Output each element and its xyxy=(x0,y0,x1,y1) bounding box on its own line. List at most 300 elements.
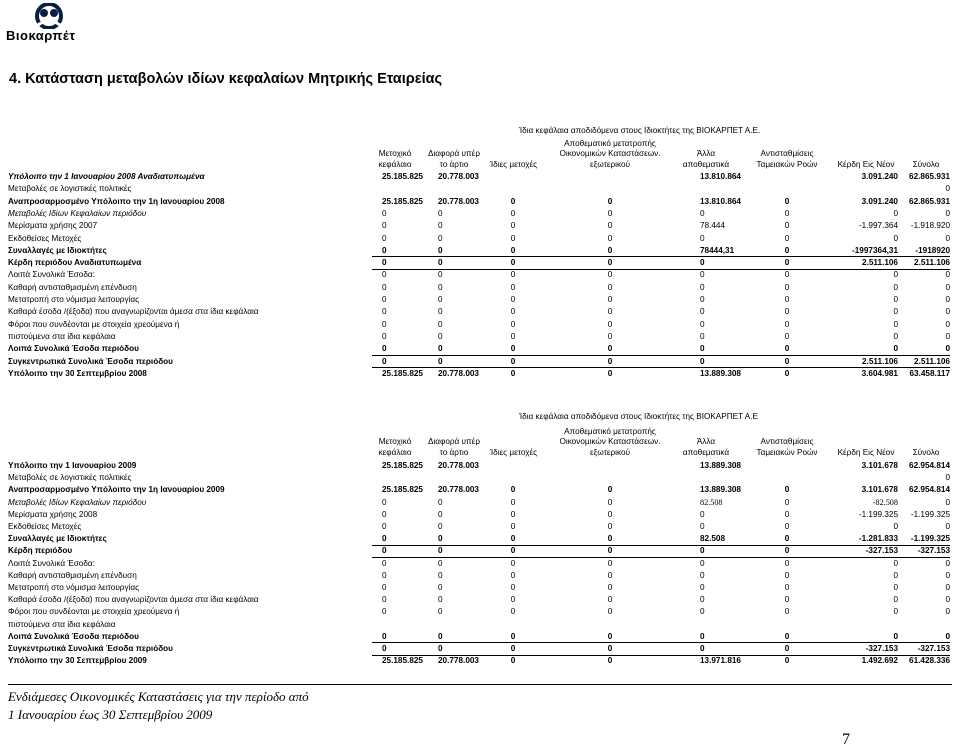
table-row xyxy=(0,270,960,281)
row-label: Λοιπά Συνολικά Έσοδα: xyxy=(8,558,95,568)
cell-value: 0 xyxy=(607,485,613,495)
column-header xyxy=(746,437,828,458)
cell-value: 0 xyxy=(700,607,705,617)
cell-value: 0 xyxy=(438,331,443,341)
table-row xyxy=(0,295,960,306)
cell-value: 0 xyxy=(784,245,790,255)
table-row xyxy=(0,534,960,545)
cell-value: 0 xyxy=(382,245,387,255)
row-label: Συναλλαγές με Ιδιοκτήτες xyxy=(8,534,107,544)
cell-value: 0 xyxy=(607,344,613,354)
cell-value: 0 xyxy=(382,570,387,580)
row-label: Αναπροσαρμοσμένο Υπόλοιπο την 1η Ιανουαρίου 2009 xyxy=(8,485,225,495)
cell-value: 0 xyxy=(784,344,790,354)
cell-value: -327.153 xyxy=(917,644,950,653)
row-label: Μετατροπή στο νόμισμα λειτουργίας xyxy=(8,583,140,592)
equity-table-2009 xyxy=(0,412,960,666)
cell-value: 0 xyxy=(893,558,898,568)
table-row xyxy=(0,234,960,245)
cell-value: 1.492.692 xyxy=(861,656,898,666)
cell-value: 0 xyxy=(893,270,898,280)
table-row xyxy=(0,656,960,667)
cell-value: 0 xyxy=(607,595,613,605)
column-header xyxy=(426,149,482,170)
row-label: Συναλλαγές με Ιδιοκτήτες xyxy=(8,245,107,255)
cell-value: 0 xyxy=(510,631,516,641)
cell-value: 13.810.864 xyxy=(700,196,741,206)
column-header xyxy=(372,437,418,458)
logo-text: Βιοκαρπέτ xyxy=(6,28,76,43)
column-header-line: Οικονομικών Καταστάσεων. xyxy=(559,437,661,446)
row-label: Μερίσματα χρήσης 2008 xyxy=(8,509,98,519)
column-header-line: Κέρδη Εις Νέον xyxy=(837,447,895,457)
column-header xyxy=(545,139,675,171)
cell-value: 62.954.814 xyxy=(909,485,950,495)
cell-value: 0 xyxy=(784,356,790,366)
cell-value: 62.954.814 xyxy=(909,461,950,470)
row-label: Εκδοθείσες Μετοχές xyxy=(8,233,82,243)
row-label: Καθαρή αντισταθμισμένη επένδυση xyxy=(8,282,137,292)
cell-value: 0 xyxy=(945,270,950,280)
page-number: 7 xyxy=(842,731,850,748)
row-label: Συγκεντρωτικά Συνολικά Έσοδα περιόδου xyxy=(8,644,173,653)
cell-value: 0 xyxy=(784,233,790,243)
row-label: Υπόλοιπο την 1 Ιανουαρίου 2009 xyxy=(8,461,137,470)
cell-value: 0 xyxy=(945,497,950,507)
cell-value: 20.778.003 xyxy=(438,656,479,666)
cell-value: 25.185.825 xyxy=(382,196,423,206)
cell-value: 0 xyxy=(510,319,516,329)
table-row xyxy=(0,644,960,655)
cell-value: 20.778.003 xyxy=(438,172,479,181)
cell-value: 0 xyxy=(700,208,705,218)
row-label: Υπόλοιπο την 1 Ιανουαρίου 2008 Αναδιατυπωμένα xyxy=(8,172,205,181)
row-label: Συγκεντρωτικά Συνολικά Έσοδα περιόδου xyxy=(8,356,173,366)
cell-value: 0 xyxy=(510,208,516,218)
cell-value: 0 xyxy=(382,583,387,592)
table-row xyxy=(0,320,960,331)
cell-value: 0 xyxy=(510,245,516,255)
column-header-line: Σύνολο xyxy=(912,159,940,169)
cell-value: 0 xyxy=(382,356,387,366)
cell-value: 0 xyxy=(382,233,387,243)
cell-value: 0 xyxy=(607,558,613,568)
cell-value: 0 xyxy=(700,344,705,354)
cell-value: -1997364,31 xyxy=(852,245,898,255)
cell-value: 0 xyxy=(382,331,387,341)
cell-value: 0 xyxy=(893,344,898,354)
cell-value: 0 xyxy=(784,485,790,495)
cell-value: 0 xyxy=(438,245,443,255)
cell-value: 0 xyxy=(700,631,705,641)
cell-value: 0 xyxy=(784,583,790,592)
cell-value: 0 xyxy=(438,534,443,544)
cell-value: 0 xyxy=(700,644,705,653)
table-row xyxy=(0,332,960,343)
cell-value: 0 xyxy=(700,233,705,243)
row-label: Καθαρά έσοδα /(έξοδα) που αναγνωρίζονται άμεσα στα ίδια κεφάλαια xyxy=(8,595,259,605)
column-header xyxy=(545,427,675,459)
cell-value: 0 xyxy=(438,356,443,366)
column-header xyxy=(832,160,900,171)
cell-value: 3.604.981 xyxy=(861,368,898,378)
cell-value: 0 xyxy=(784,282,790,292)
cell-value: 0 xyxy=(945,595,950,605)
table-row xyxy=(0,258,960,269)
column-header xyxy=(902,448,950,459)
cell-value: 0 xyxy=(510,607,516,617)
cell-value: -1.918.920 xyxy=(910,221,950,231)
column-header-line: το άρτιο xyxy=(439,447,469,457)
cell-value: 0 xyxy=(893,233,898,243)
cell-value: 13.971.816 xyxy=(700,656,741,666)
column-header-line: Αποθεματικό μετατροπής xyxy=(564,138,656,148)
cell-value: 0 xyxy=(784,208,790,218)
table-row xyxy=(0,571,960,582)
cell-value: 0 xyxy=(700,509,705,519)
cell-value: 0 xyxy=(510,295,516,304)
cell-value: 0 xyxy=(382,607,387,617)
table-row xyxy=(0,546,960,557)
cell-value: 62.865.931 xyxy=(909,172,950,181)
cell-value: 13.889.308 xyxy=(700,368,741,378)
cell-value: 0 xyxy=(510,196,516,206)
cell-value: 0 xyxy=(382,522,387,531)
cell-value: 0 xyxy=(945,344,950,354)
row-label: Υπόλοιπο την 30 Σεπτεμβρίου 2008 xyxy=(8,368,147,378)
cell-value: 61.428.336 xyxy=(909,656,950,666)
column-header xyxy=(490,160,536,171)
cell-value: 0 xyxy=(945,307,950,317)
cell-value: 0 xyxy=(438,270,443,280)
table-row xyxy=(0,172,960,183)
cell-value: 3.091.240 xyxy=(861,196,898,206)
cell-value: 0 xyxy=(382,307,387,317)
cell-value: 0 xyxy=(945,331,950,341)
row-label: Υπόλοιπο την 30 Σεπτεμβρίου 2009 xyxy=(8,656,147,666)
cell-value: 25.185.825 xyxy=(382,172,423,181)
cell-value: 0 xyxy=(700,282,705,292)
row-label: Αναπροσαρμοσμένο Υπόλοιπο την 1η Ιανουαρίου 2008 xyxy=(8,196,225,206)
column-header-line: Άλλα xyxy=(696,149,716,158)
cell-value: 0 xyxy=(382,644,387,653)
cell-value: 0 xyxy=(700,522,705,531)
table-row xyxy=(0,485,960,496)
cell-value: 0 xyxy=(945,570,950,580)
footer-line-1: Ενδιάμεσες Οικονομικές Καταστάσεις για την περίοδο από xyxy=(8,689,309,704)
row-label: Κέρδη περιόδου xyxy=(8,546,73,556)
cell-value: 0 xyxy=(945,473,950,483)
cell-value: 0 xyxy=(438,558,443,568)
cell-value: 0 xyxy=(510,331,516,341)
cell-value: 0 xyxy=(510,307,516,317)
cell-value: 0 xyxy=(784,656,790,666)
company-logo xyxy=(6,3,96,43)
column-header-line: Ίδιες μετοχές xyxy=(490,447,538,457)
cell-value: 0 xyxy=(438,295,443,304)
column-header xyxy=(426,437,482,458)
column-header-line: Διαφορά υπέρ xyxy=(428,149,480,158)
cell-value: 0 xyxy=(607,522,613,531)
cell-value: 0 xyxy=(607,368,613,378)
cell-value: 0 xyxy=(510,509,516,519)
cell-value: 0 xyxy=(510,644,516,653)
logo-mark-icon xyxy=(32,3,66,29)
cell-value: 0 xyxy=(438,570,443,580)
cell-value: -1.199.325 xyxy=(910,534,950,544)
cell-value: 0 xyxy=(784,522,790,531)
cell-value: 0 xyxy=(784,270,790,280)
cell-value: 0 xyxy=(438,546,443,556)
cell-value: 13.889.308 xyxy=(700,485,741,495)
cell-value: 0 xyxy=(438,233,443,243)
cell-value: 0 xyxy=(438,595,443,605)
cell-value: 0 xyxy=(893,607,898,617)
column-header xyxy=(832,448,900,459)
cell-value: 20.778.003 xyxy=(438,461,479,470)
cell-value: 0 xyxy=(607,534,613,544)
cell-value: 0 xyxy=(607,245,613,255)
cell-value: 0 xyxy=(510,583,516,592)
cell-value: 0 xyxy=(382,270,387,280)
cell-value: 0 xyxy=(893,583,898,592)
cell-value: 0 xyxy=(784,570,790,580)
row-label: Λοιπά Συνολικά Έσοδα: xyxy=(8,270,95,280)
cell-value: 0 xyxy=(607,196,613,206)
row-label: Λοιπά Συνολικά Έσοδα περιόδου xyxy=(8,344,139,354)
column-header-line: Αποθεματικό μετατροπής xyxy=(564,426,656,436)
cell-value: 82.508 xyxy=(700,497,723,507)
cell-value: 0 xyxy=(700,319,705,329)
column-header-line: εξωτερικού xyxy=(590,447,630,457)
row-label: Κέρδη περιόδου Αναδιατυπωμένα xyxy=(8,258,142,268)
cell-value: 0 xyxy=(893,307,898,317)
cell-value: 0 xyxy=(945,522,950,531)
cell-value: 20.778.003 xyxy=(438,485,479,495)
row-label: Φόροι που συνδέονται με στοιχεία χρεούμενα ή xyxy=(8,319,180,329)
cell-value: 0 xyxy=(607,233,613,243)
cell-value: 0 xyxy=(607,644,613,653)
cell-value: 0 xyxy=(438,221,443,231)
cell-value: 0 xyxy=(607,282,613,292)
column-header-line: Άλλα xyxy=(696,437,716,446)
row-label: Μεταβολές Ιδίων Κεφαλαίων περιόδου xyxy=(8,497,147,507)
cell-value: 78.444 xyxy=(700,221,726,231)
cell-value: 0 xyxy=(784,307,790,317)
row-label: Καθαρά έσοδα /(έξοδα) που αναγνωρίζονται άμεσα στα ίδια κεφάλαια xyxy=(8,307,259,317)
cell-value: -327.153 xyxy=(865,546,898,556)
cell-value: 0 xyxy=(382,221,387,231)
cell-value: 0 xyxy=(607,307,613,317)
cell-value: 0 xyxy=(607,583,613,592)
cell-value: 2.511.106 xyxy=(914,356,950,366)
cell-value: 2.511.106 xyxy=(862,258,898,268)
cell-value: 0 xyxy=(607,607,613,617)
cell-value: 0 xyxy=(700,295,705,304)
column-header xyxy=(490,448,536,459)
cell-value: 0 xyxy=(510,570,516,580)
cell-value: 82.508 xyxy=(700,534,726,544)
cell-value: 0 xyxy=(510,270,516,280)
cell-value: -1.281.833 xyxy=(858,534,898,544)
cell-value: 0 xyxy=(382,208,387,218)
cell-value: -1.199.325 xyxy=(858,509,898,519)
page-title: 4. Κατάσταση μεταβολών ιδίων κεφαλαίων Μητρικής Εταιρείας xyxy=(9,71,443,87)
cell-value: 0 xyxy=(893,295,898,304)
column-header-line: κεφάλαιο xyxy=(378,159,412,169)
column-header-line: Ταμειακών Ροών xyxy=(756,447,818,457)
row-label: Μετατροπή στο νόμισμα λειτουργίας xyxy=(8,295,140,304)
cell-value: -327.153 xyxy=(865,644,898,653)
column-header-line: Μετοχικό xyxy=(378,437,412,446)
cell-value: 0 xyxy=(945,295,950,304)
table-row xyxy=(0,246,960,257)
cell-value: 0 xyxy=(382,534,387,544)
cell-value: 0 xyxy=(945,558,950,568)
cell-value: 0 xyxy=(438,631,443,641)
cell-value: 0 xyxy=(607,258,613,268)
cell-value: 0 xyxy=(784,196,790,206)
cell-value: 0 xyxy=(382,282,387,292)
table-row xyxy=(0,344,960,355)
cell-value: 13.810.864 xyxy=(700,172,741,181)
column-header-line: αποθεματικά xyxy=(682,447,730,457)
cell-value: 0 xyxy=(607,356,613,366)
cell-value: -327.153 xyxy=(917,546,950,556)
cell-value: 0 xyxy=(438,344,443,354)
cell-value: 0 xyxy=(893,319,898,329)
cell-value: 0 xyxy=(382,631,387,641)
cell-value: 0 xyxy=(700,307,705,317)
column-header-line: Οικονομικών Καταστάσεων. xyxy=(559,149,661,158)
equity-table-2008 xyxy=(0,126,960,376)
cell-value: 0 xyxy=(438,522,443,531)
cell-value: 0 xyxy=(510,497,516,507)
cell-value: 0 xyxy=(382,497,387,507)
table-caption: Ίδια κεφάλαια αποδιδόμενα στους Ιδιοκτήτες της ΒΙΟΚΑΡΠΕΤ Α.Ε. xyxy=(519,126,761,135)
cell-value: 0 xyxy=(510,368,516,378)
column-header-line: κεφάλαιο xyxy=(378,447,412,457)
table-row xyxy=(0,357,960,368)
cell-value: 25.185.825 xyxy=(382,461,423,470)
table-row xyxy=(0,307,960,318)
table-row xyxy=(0,221,960,232)
cell-value: 3.101.678 xyxy=(861,485,898,495)
cell-value: -82.508 xyxy=(872,497,898,507)
cell-value: 3.101.678 xyxy=(861,461,898,470)
cell-value: 0 xyxy=(607,656,613,666)
cell-value: 0 xyxy=(607,208,613,218)
cell-value: 63.458.117 xyxy=(909,368,950,378)
cell-value: 0 xyxy=(784,319,790,329)
cell-value: 3.091.240 xyxy=(861,172,898,181)
cell-value: 0 xyxy=(438,644,443,653)
cell-value: 0 xyxy=(945,319,950,329)
table-row xyxy=(0,461,960,472)
cell-value: 0 xyxy=(784,509,790,519)
cell-value: 0 xyxy=(607,570,613,580)
table-row xyxy=(0,583,960,594)
cell-value: 0 xyxy=(607,631,613,641)
cell-value: 0 xyxy=(784,558,790,568)
cell-value: 0 xyxy=(893,631,898,641)
cell-value: 78444,31 xyxy=(700,245,735,255)
table-row xyxy=(0,498,960,509)
cell-value: 0 xyxy=(510,534,516,544)
cell-value: 0 xyxy=(438,509,443,519)
column-header xyxy=(746,149,828,170)
cell-value: 0 xyxy=(382,509,387,519)
cell-value: 0 xyxy=(510,595,516,605)
table-row xyxy=(0,607,960,618)
cell-value: 0 xyxy=(893,282,898,292)
cell-value: 0 xyxy=(945,208,950,218)
cell-value: 0 xyxy=(438,307,443,317)
column-header-line: Σύνολο xyxy=(912,447,940,457)
cell-value: 62.865.931 xyxy=(909,196,950,206)
table-row xyxy=(0,283,960,294)
cell-value: 0 xyxy=(700,258,705,268)
column-header xyxy=(676,149,736,170)
cell-value: 0 xyxy=(438,208,443,218)
row-label: Εκδοθείσες Μετοχές xyxy=(8,522,82,531)
row-label: Λοιπά Συνολικά Έσοδα περιόδου xyxy=(8,631,139,641)
cell-value: 0 xyxy=(784,368,790,378)
cell-value: 0 xyxy=(510,546,516,556)
footer-text xyxy=(8,688,309,724)
table-row xyxy=(0,184,960,195)
cell-value: 0 xyxy=(893,595,898,605)
cell-value: 0 xyxy=(607,546,613,556)
cell-value: 0 xyxy=(607,331,613,341)
cell-value: 0 xyxy=(700,595,705,605)
cell-value: 0 xyxy=(700,583,705,592)
cell-value: 0 xyxy=(700,270,705,280)
table-row xyxy=(0,620,960,631)
cell-value: 0 xyxy=(945,184,950,194)
cell-value: 25.185.825 xyxy=(382,656,423,666)
column-header-line: Μετοχικό xyxy=(378,149,412,158)
cell-value: 0 xyxy=(893,208,898,218)
cell-value: -1.997.364 xyxy=(858,221,898,231)
cell-value: 0 xyxy=(382,319,387,329)
cell-value: 0 xyxy=(893,331,898,341)
cell-value: -1918920 xyxy=(915,245,950,255)
cell-value: 13.889.308 xyxy=(700,461,741,470)
cell-value: 0 xyxy=(700,546,705,556)
row-label: Καθαρή αντισταθμισμένη επένδυση xyxy=(8,570,137,580)
cell-value: 0 xyxy=(607,221,613,231)
cell-value: 0 xyxy=(438,258,443,268)
cell-value: -1.199.325 xyxy=(910,509,950,519)
cell-value: 0 xyxy=(382,258,387,268)
column-header-line: το άρτιο xyxy=(439,159,469,169)
cell-value: 0 xyxy=(784,534,790,544)
row-label: Μερίσματα χρήσης 2007 xyxy=(8,221,98,231)
cell-value: 0 xyxy=(945,233,950,243)
table-row xyxy=(0,522,960,533)
cell-value: 0 xyxy=(607,319,613,329)
cell-value: 0 xyxy=(438,319,443,329)
cell-value: 20.778.003 xyxy=(438,196,479,206)
column-header-line: εξωτερικού xyxy=(590,159,630,169)
cell-value: 0 xyxy=(893,570,898,580)
cell-value: 0 xyxy=(510,656,516,666)
cell-value: 0 xyxy=(510,282,516,292)
cell-value: 0 xyxy=(438,282,443,292)
cell-value: 0 xyxy=(945,607,950,617)
cell-value: 0 xyxy=(945,282,950,292)
